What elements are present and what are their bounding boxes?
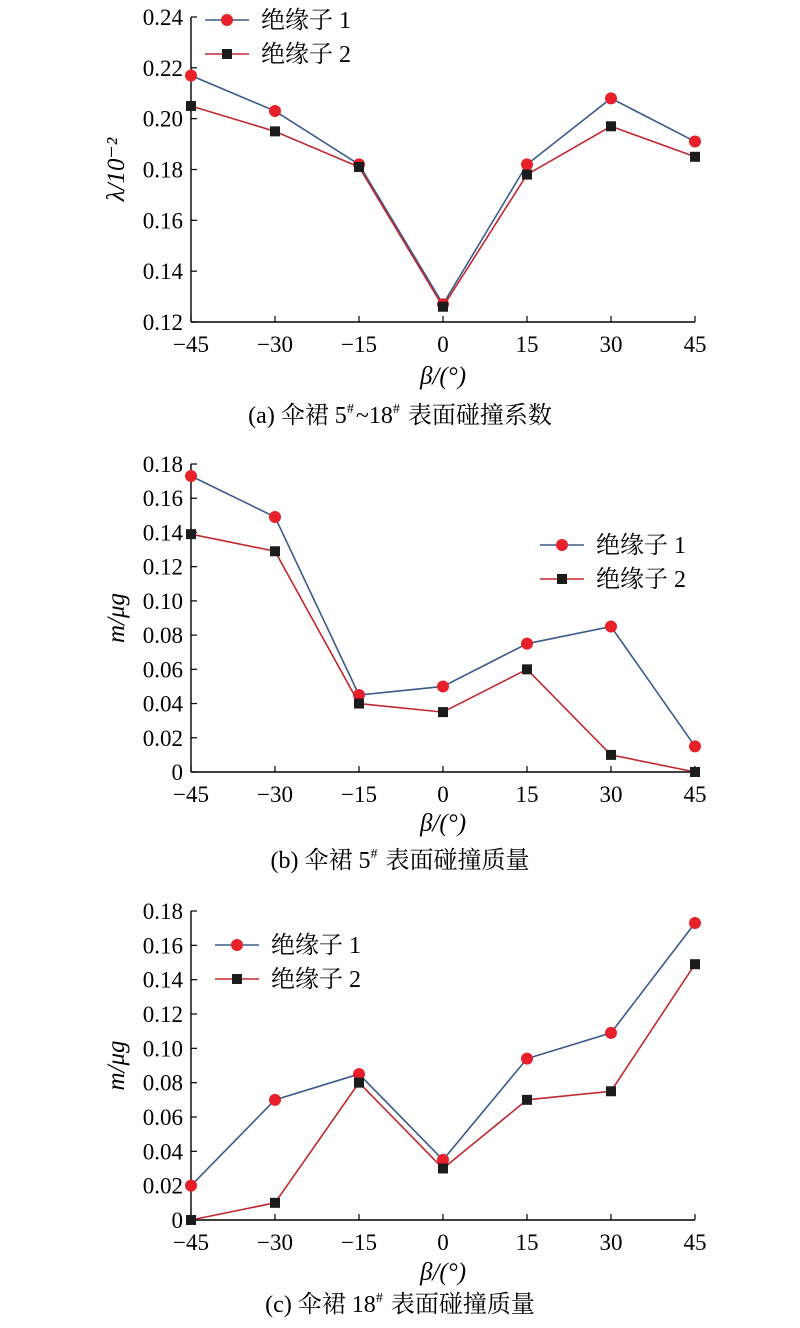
legend-marker [556, 539, 568, 551]
data-point [522, 170, 532, 180]
data-point [270, 546, 280, 556]
x-axis-title: β/(°) [419, 1259, 467, 1286]
legend-label: 绝缘子 2 [596, 567, 686, 593]
x-tick-label: 45 [683, 1230, 707, 1255]
legend-label: 绝缘子 2 [261, 42, 351, 68]
chart-caption: (b) 伞裙 5# 表面碰撞质量 [270, 847, 530, 874]
data-point [689, 740, 701, 752]
y-tick-label: 0.06 [142, 657, 183, 683]
x-tick-label: −45 [173, 782, 209, 807]
data-point [186, 529, 196, 539]
data-point [354, 699, 364, 709]
y-tick-label: 0.10 [142, 588, 183, 614]
x-axis-title: β/(°) [419, 363, 467, 390]
y-tick-label: 0.20 [142, 106, 183, 132]
x-tick-label: −30 [257, 782, 293, 807]
x-tick-label: 45 [683, 332, 707, 357]
y-tick-label: 0.18 [142, 899, 183, 924]
y-axis-title: λ/10⁻² [103, 137, 130, 202]
data-point [521, 1053, 533, 1065]
legend-label: 绝缘子 1 [596, 533, 686, 559]
x-tick-label: −45 [173, 332, 209, 357]
data-point [689, 136, 701, 148]
y-tick-label: 0.04 [142, 691, 183, 717]
legend-label: 绝缘子 1 [261, 8, 351, 34]
y-axis-title: m/μg [103, 592, 130, 644]
legend-marker [221, 14, 233, 26]
y-tick-label: 0.14 [142, 967, 183, 993]
y-tick-label: 0.14 [142, 520, 183, 546]
y-tick-label: 0.18 [142, 157, 183, 183]
y-tick-label: 0.04 [142, 1139, 183, 1165]
x-tick-label: −15 [341, 1230, 377, 1255]
x-axis-title: β/(°) [419, 810, 467, 837]
data-point [606, 1086, 616, 1096]
y-tick-label: 0.22 [142, 55, 183, 81]
x-tick-label: 0 [437, 782, 449, 807]
data-point [438, 1164, 448, 1174]
legend-marker [231, 939, 243, 951]
y-tick-label: 0 [171, 1208, 183, 1233]
data-point [522, 664, 532, 674]
y-tick-label: 0.16 [142, 933, 183, 959]
series-line-2 [191, 106, 695, 307]
data-point [186, 101, 196, 111]
y-tick-label: 0.18 [142, 452, 183, 477]
data-point [354, 162, 364, 172]
data-point [185, 1180, 197, 1192]
series-line-1 [191, 476, 695, 746]
data-point [437, 680, 449, 692]
y-tick-label: 0.14 [142, 259, 183, 285]
legend-label: 绝缘子 1 [271, 933, 361, 959]
y-tick-label: 0.16 [142, 208, 183, 234]
x-tick-label: 0 [437, 1230, 449, 1255]
legend-marker [232, 974, 242, 984]
x-tick-label: −15 [341, 332, 377, 357]
y-tick-label: 0.08 [142, 1070, 183, 1096]
legend-marker [557, 574, 567, 584]
data-point [521, 158, 533, 170]
data-point [690, 959, 700, 969]
y-tick-label: 0.06 [142, 1105, 183, 1130]
y-tick-label: 0 [171, 760, 183, 785]
y-tick-label: 0.08 [142, 623, 183, 649]
data-point [438, 302, 448, 312]
data-point [689, 917, 701, 929]
data-point [270, 1198, 280, 1208]
data-point [269, 1094, 281, 1106]
data-point [606, 750, 616, 760]
data-point [185, 470, 197, 482]
data-point [270, 126, 280, 136]
data-point [606, 121, 616, 131]
data-point [690, 767, 700, 777]
series-line-1 [191, 75, 695, 304]
x-tick-label: 30 [599, 332, 623, 357]
data-point [521, 638, 533, 650]
series-line-1 [191, 923, 695, 1186]
x-tick-label: 15 [515, 782, 539, 807]
data-point [269, 105, 281, 117]
series-line-2 [191, 964, 695, 1220]
data-point [522, 1095, 532, 1105]
data-point [690, 152, 700, 162]
data-point [186, 1215, 196, 1225]
legend-marker [222, 49, 232, 59]
y-tick-label: 0.10 [142, 1036, 183, 1062]
chart-caption: (a) 伞裙 5# ~18# 表面碰撞系数 [248, 402, 552, 429]
x-tick-label: −45 [173, 1230, 209, 1255]
data-point [605, 92, 617, 104]
data-point [438, 707, 448, 717]
x-tick-label: 30 [599, 1230, 623, 1255]
x-tick-label: −15 [341, 782, 377, 807]
legend-label: 绝缘子 2 [271, 967, 361, 993]
chart-caption: (c) 伞裙 18# 表面碰撞质量 [265, 1291, 535, 1318]
x-tick-label: 45 [683, 782, 707, 807]
y-tick-label: 0.02 [142, 1173, 183, 1199]
y-tick-label: 0.12 [142, 554, 183, 580]
x-tick-label: 30 [599, 782, 623, 807]
x-tick-label: −30 [257, 1230, 293, 1255]
y-tick-label: 0.12 [142, 1002, 183, 1027]
data-point [185, 69, 197, 81]
chart-b [103, 452, 707, 874]
data-point [605, 1027, 617, 1039]
y-axis-title: m/μg [103, 1040, 130, 1091]
chart-c [103, 899, 707, 1318]
y-tick-label: 0.12 [142, 310, 183, 335]
data-point [605, 621, 617, 633]
data-point [354, 1078, 364, 1088]
x-tick-label: 15 [515, 332, 539, 357]
y-tick-label: 0.24 [142, 5, 183, 30]
chart-a [103, 5, 707, 429]
x-tick-label: 15 [515, 1230, 539, 1255]
x-tick-label: −30 [257, 332, 293, 357]
y-tick-label: 0.16 [142, 486, 183, 512]
y-tick-label: 0.02 [142, 725, 183, 751]
x-tick-label: 0 [437, 332, 449, 357]
data-point [269, 511, 281, 523]
